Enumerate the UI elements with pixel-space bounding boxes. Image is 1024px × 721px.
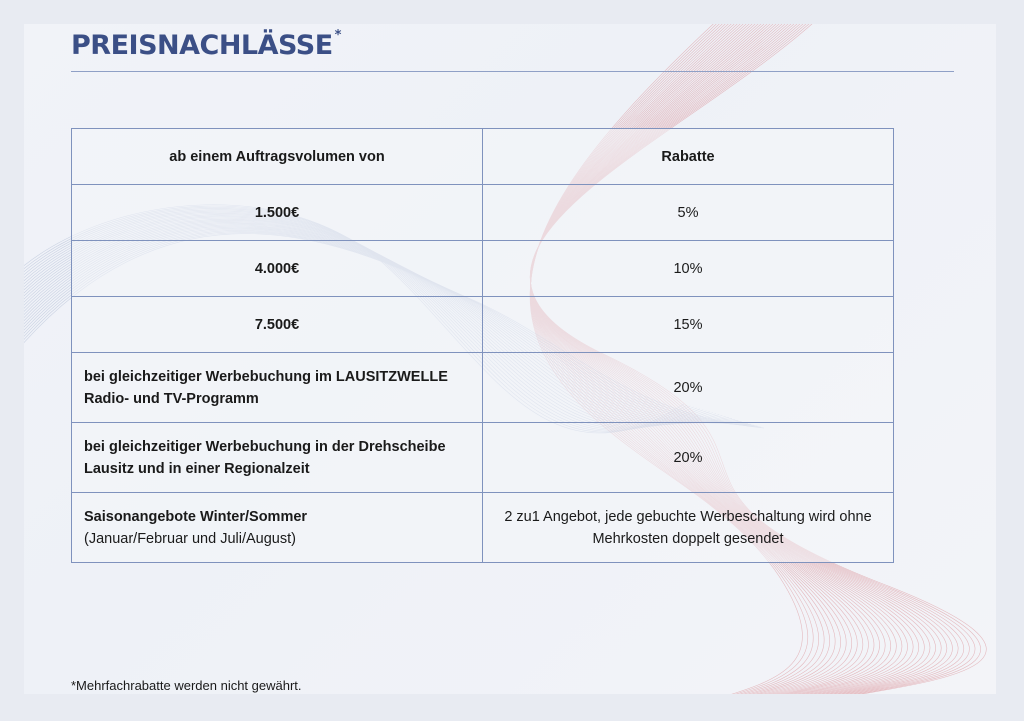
discount-cell: 10% [483, 241, 894, 297]
table-header-row [72, 129, 894, 185]
footnote: *Mehrfachrabatte werden nicht gewährt. [71, 678, 302, 693]
title-footnote-marker: * [334, 28, 341, 43]
discount-cell [483, 493, 894, 563]
table-row [72, 493, 894, 563]
volume-cell: 1.500€ [72, 185, 483, 241]
table-row [72, 353, 894, 423]
table-row [72, 297, 894, 353]
table-row [72, 241, 894, 297]
table-row [72, 423, 894, 493]
discount-table [71, 128, 894, 563]
discount-cell: 20% [483, 423, 894, 493]
season-offer-description: 2 zu1 Angebot, jede gebuchte Werbeschaltung wird ohne Mehrkosten doppelt gesendet [504, 508, 872, 547]
document-page [24, 24, 996, 694]
discount-cell: 5% [483, 185, 894, 241]
season-offer-label: Saisonangebote Winter/Sommer [84, 508, 308, 525]
column-header-volume: ab einem Auftragsvolumen von [72, 129, 483, 185]
condition-cell: bei gleichzeitiger Werbebuchung in der Drehscheibe Lausitz und in einer Regionalzeit [72, 423, 483, 493]
column-header-discount: Rabatte [483, 129, 894, 185]
season-offer-months: (Januar/Februar und Juli/August) [84, 530, 296, 547]
volume-cell: 4.000€ [72, 241, 483, 297]
volume-cell: 7.500€ [72, 297, 483, 353]
discount-cell: 15% [483, 297, 894, 353]
condition-cell: bei gleichzeitiger Werbebuchung im LAUSITZWELLE Radio- und TV-Programm [72, 353, 483, 423]
discount-cell: 20% [483, 353, 894, 423]
condition-cell [72, 493, 483, 563]
page-title: PREISNACHLÄSSE * [71, 28, 341, 61]
table-row [72, 185, 894, 241]
title-divider [71, 71, 954, 72]
